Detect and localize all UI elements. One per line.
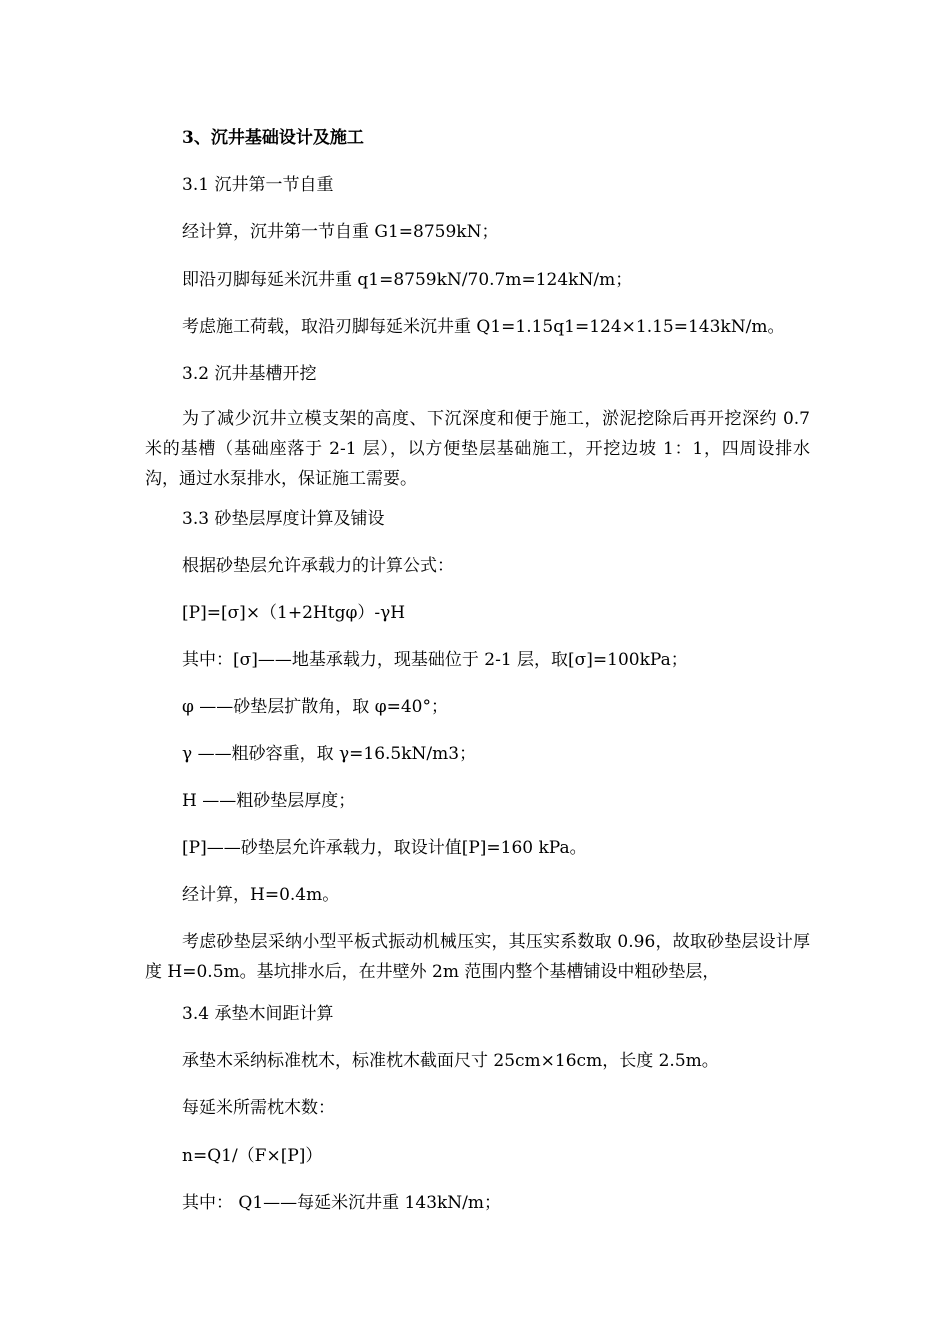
text-line: 承垫木采纳标准枕木，标准枕木截面尺寸 25cm×16cm，长度 2.5m。 [182, 1051, 719, 1071]
text-line: 即沿刃脚每延米沉井重 q1=8759kN/70.7m=124kN/m； [182, 270, 633, 290]
formula-bearing-capacity: [P]=[σ]×（1+2Htgφ）-γH [182, 603, 406, 623]
subsection-heading-3-1: 3.1 沉井第一节自重 [182, 175, 334, 195]
section-title: 3、沉井基础设计及施工 [182, 128, 364, 148]
text-line: γ ——粗砂容重，取 γ=16.5kN/m3； [182, 744, 477, 764]
text-line: 根据砂垫层允许承载力的计算公式： [182, 556, 454, 576]
formula-sleeper-count: n=Q1/（F×[P]） [182, 1146, 323, 1166]
text-line: 经计算，沉井第一节自重 G1=8759kN； [182, 222, 499, 242]
subsection-heading-3-3: 3.3 砂垫层厚度计算及铺设 [182, 509, 385, 529]
text-line: [P]——砂垫层允许承载力，取设计值[P]=160 kPa。 [182, 838, 587, 858]
text-line: 经计算，H=0.4m。 [182, 885, 340, 905]
text-line: φ ——砂垫层扩散角，取 φ=40°； [182, 697, 448, 717]
subsection-heading-3-2: 3.2 沉井基槽开挖 [182, 364, 317, 384]
subsection-heading-3-4: 3.4 承垫木间距计算 [182, 1004, 334, 1024]
text-line: 考虑施工荷载，取沿刃脚每延米沉井重 Q1=1.15q1=124×1.15=143kN/m。 [182, 317, 785, 337]
text-line: H ——粗砂垫层厚度； [182, 791, 356, 811]
text-line: 每延米所需枕木数： [182, 1098, 335, 1118]
paragraph-sand-cushion: 考虑砂垫层采纳小型平板式振动机械压实，其压实系数取 0.96，故取砂垫层设计厚度 H=0.5m。基坑排水后，在井壁外 2m 范围内整个基槽铺设中粗砂垫层， [145, 932, 810, 982]
paragraph-excavation: 为了减少沉井立模支架的高度、下沉深度和便于施工，淤泥挖除后再开挖深约 0.7 米的基槽（基础座落于 2-1 层），以方便垫层基础施工，开挖边坡 1：1，四周设排水沟，通过水泵排水，保证施工需要。 [145, 409, 810, 489]
text-line: 其中： Q1——每延米沉井重 143kN/m； [182, 1193, 502, 1213]
text-line: 其中：[σ]——地基承载力，现基础位于 2-1 层，取[σ]=100kPa； [182, 650, 688, 670]
